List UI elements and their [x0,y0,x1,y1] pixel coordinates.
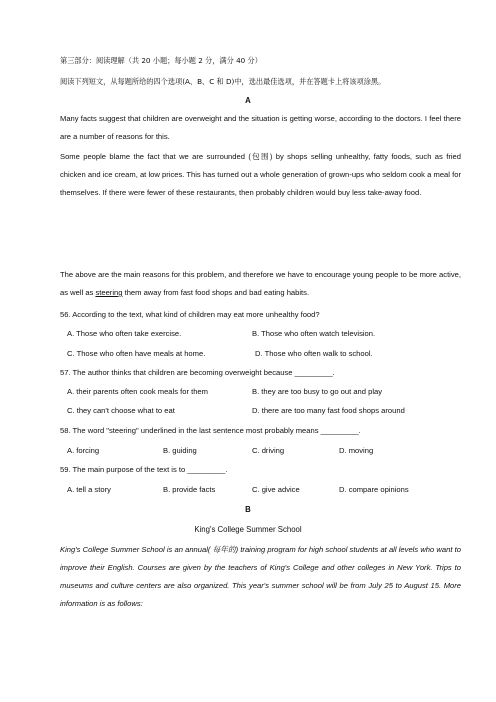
question-57-stem: 57. The author thinks that children are becoming overweight because _________. [60,368,335,377]
question-57-option-c: C. they can't choose what to eat [67,406,175,415]
question-56-stem: 56. According to the text, what kind of children may eat more unhealthy food? [60,310,320,319]
passage-a-label: A [245,96,251,105]
question-57-option-d: D. there are too many fast food shops around [252,406,405,415]
passage-a-paragraph-2: Some people blame the fact that we are surrounded (包围) by shops selling unhealthy, fatty foods, such as fried chicken and ice cream, at low prices. This has turned out a whole generation of grown-ups who seldom cook a meal for themselves. If there were fewer of these restaurants, then probably children would buy less take-away food. [60,152,461,197]
passage-a-paragraph-3 [60,266,461,302]
question-59-option-a: A. tell a story [67,485,111,494]
question-58-option-b: B. guiding [163,446,197,455]
passage-a-paragraph-1: Many facts suggest that children are overweight and the situation is getting worse, according to the doctors. I feel there are a number of reasons for this. [60,114,461,141]
question-57-option-b: B. they are too busy to go out and play [252,387,383,396]
question-58-option-d: D. moving [339,446,374,455]
question-59-stem: 59. The main purpose of the text is to _________. [60,465,228,474]
question-58-stem: 58. The word "steering" underlined in the last sentence most probably means _________. [60,426,361,435]
question-56-option-a: A. Those who often take exercise. [67,329,182,338]
question-58-option-c: C. driving [252,446,285,455]
question-56-option-c: C. Those who often have meals at home. [67,349,206,358]
paragraph-3-text-before: The above are the main reasons for this problem, and therefore we have to encourage young people to be more active, as well as [60,270,461,297]
question-57-option-a: A. their parents often cook meals for them [67,387,208,396]
question-59-option-b: B. provide facts [163,485,216,494]
section-instruction: 阅读下列短文，从每题所给的四个选项(A、B、C 和 D)中，选出最佳选项，并在答题卡上将该项涂黑。 [60,77,386,86]
passage-b-title: King's College Summer School [194,525,302,534]
passage-b-label: B [245,505,251,514]
question-56-option-b: B. Those who often watch television. [252,329,376,338]
question-59-option-d: D. compare opinions [339,485,409,494]
underlined-word-steering: steering [95,288,123,297]
question-58-option-a: A. forcing [67,446,100,455]
paragraph-3-text-after: them away from fast food shops and bad eating habits. [122,288,310,297]
section-heading: 第三部分：阅读理解（共 20 小题；每小题 2 分，满分 40 分） [60,56,262,65]
question-59-option-c: C. give advice [252,485,300,494]
passage-b-body: King's College Summer School is an annual( 每年的) training program for high school students at all levels who want to improve their English. Courses are given by the teachers of King's College and other colleges in New York. Trips to museums and culture centers are also organized. This year's summer school will be from July 25 to August 15. More information is as follows: [60,545,461,608]
question-56-option-d: D. Those who often walk to school. [255,349,373,358]
